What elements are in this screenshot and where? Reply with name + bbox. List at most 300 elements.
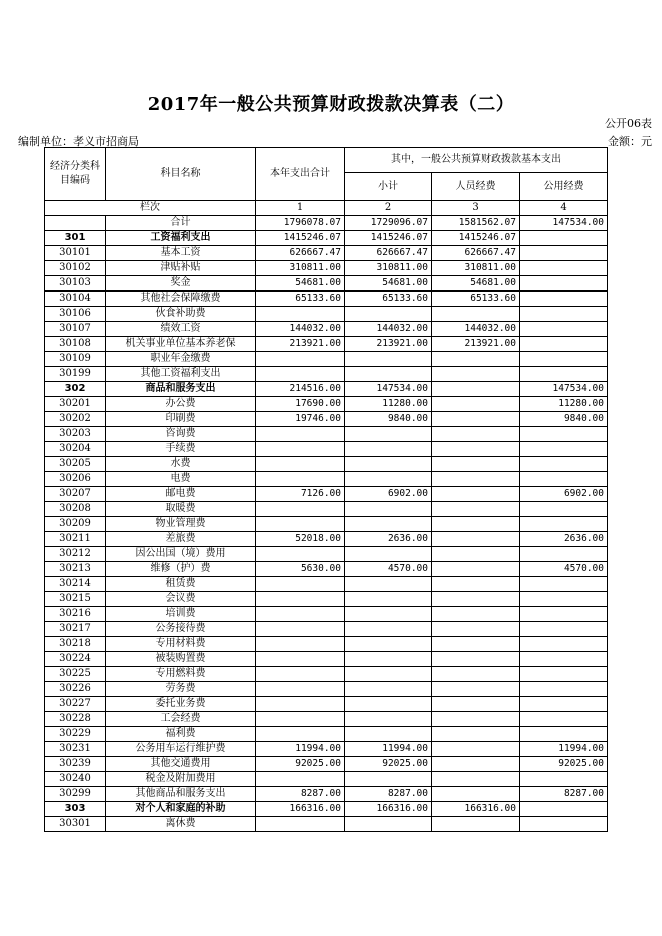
row-total [256, 592, 345, 607]
row-public [520, 276, 608, 292]
row-public [520, 547, 608, 562]
row-personnel [432, 502, 520, 517]
table-row [45, 577, 608, 592]
row-name: 工资福利支出 [106, 231, 256, 246]
row-personnel [432, 427, 520, 442]
row-code: 30209 [45, 517, 106, 532]
row-code: 30231 [45, 742, 106, 757]
row-total: 11994.00 [256, 742, 345, 757]
row-personnel: 310811.00 [432, 261, 520, 276]
row-total: 65133.60 [256, 291, 345, 307]
row-name: 水费 [106, 457, 256, 472]
row-code: 30201 [45, 397, 106, 412]
header-code: 经济分类科目编码 [45, 148, 106, 201]
table-row [45, 367, 608, 382]
header-subtotal: 小计 [345, 173, 432, 201]
row-name: 其他社会保障缴费 [106, 291, 256, 307]
row-personnel: 65133.60 [432, 291, 520, 307]
row-personnel [432, 757, 520, 772]
row-public [520, 261, 608, 276]
row-name: 租赁费 [106, 577, 256, 592]
row-name: 工会经费 [106, 712, 256, 727]
compiling-unit: 编制单位：孝义市招商局 [18, 135, 139, 148]
row-subtotal [345, 727, 432, 742]
row-personnel [432, 517, 520, 532]
header-total: 本年支出合计 [256, 148, 345, 201]
row-code: 30101 [45, 246, 106, 261]
row-subtotal [345, 442, 432, 457]
row-personnel [432, 562, 520, 577]
row-total: 144032.00 [256, 322, 345, 337]
row-subtotal [345, 682, 432, 697]
row-name: 伙食补助费 [106, 307, 256, 322]
row-name: 咨询费 [106, 427, 256, 442]
row-name: 差旅费 [106, 532, 256, 547]
row-name: 离休费 [106, 817, 256, 832]
row-code: 30103 [45, 276, 106, 292]
row-public [520, 291, 608, 307]
row-personnel: 1415246.07 [432, 231, 520, 246]
table-row [45, 532, 608, 547]
total-row [45, 216, 608, 231]
row-name: 劳务费 [106, 682, 256, 697]
row-name: 基本工资 [106, 246, 256, 261]
row-subtotal: 1729096.07 [345, 216, 432, 231]
row-name: 邮电费 [106, 487, 256, 502]
row-total: 52018.00 [256, 532, 345, 547]
row-name: 其他商品和服务支出 [106, 787, 256, 802]
row-public: 8287.00 [520, 787, 608, 802]
row-public [520, 472, 608, 487]
row-code: 30227 [45, 697, 106, 712]
row-name: 公务用车运行维护费 [106, 742, 256, 757]
row-total [256, 307, 345, 322]
row-subtotal [345, 367, 432, 382]
row-code: 30228 [45, 712, 106, 727]
row-code: 30224 [45, 652, 106, 667]
row-personnel [432, 727, 520, 742]
row-name: 税金及附加费用 [106, 772, 256, 787]
row-code: 30301 [45, 817, 106, 832]
table-row [45, 276, 608, 292]
row-subtotal: 144032.00 [345, 322, 432, 337]
row-name: 商品和服务支出 [106, 382, 256, 397]
row-name: 会议费 [106, 592, 256, 607]
row-subtotal: 9840.00 [345, 412, 432, 427]
row-subtotal [345, 712, 432, 727]
row-total [256, 637, 345, 652]
row-public [520, 457, 608, 472]
row-public [520, 607, 608, 622]
row-code: 30217 [45, 622, 106, 637]
row-total: 213921.00 [256, 337, 345, 352]
row-total: 19746.00 [256, 412, 345, 427]
table-row [45, 712, 608, 727]
row-personnel [432, 697, 520, 712]
row-subtotal: 4570.00 [345, 562, 432, 577]
row-total: 1415246.07 [256, 231, 345, 246]
row-subtotal: 8287.00 [345, 787, 432, 802]
row-personnel: 213921.00 [432, 337, 520, 352]
row-public [520, 517, 608, 532]
row-name: 其他工资福利支出 [106, 367, 256, 382]
row-personnel [432, 712, 520, 727]
row-code: 30106 [45, 307, 106, 322]
row-personnel [432, 607, 520, 622]
row-personnel: 54681.00 [432, 276, 520, 292]
row-public [520, 667, 608, 682]
row-total [256, 622, 345, 637]
form-number: 公开06表 [605, 117, 652, 130]
row-personnel [432, 367, 520, 382]
row-name: 津贴补贴 [106, 261, 256, 276]
row-subtotal: 92025.00 [345, 757, 432, 772]
row-public [520, 337, 608, 352]
row-name: 职业年金缴费 [106, 352, 256, 367]
row-code: 30215 [45, 592, 106, 607]
amount-unit: 金额：元 [608, 135, 652, 148]
table-row [45, 727, 608, 742]
table-row [45, 742, 608, 757]
row-name: 电费 [106, 472, 256, 487]
row-name: 福利费 [106, 727, 256, 742]
table-row [45, 322, 608, 337]
row-personnel [432, 772, 520, 787]
row-code: 30226 [45, 682, 106, 697]
table-row [45, 502, 608, 517]
row-total: 166316.00 [256, 802, 345, 817]
header-row-1 [45, 148, 608, 173]
row-code: 30203 [45, 427, 106, 442]
row-public: 6902.00 [520, 487, 608, 502]
row-public [520, 322, 608, 337]
row-name: 合计 [106, 216, 256, 231]
row-public [520, 427, 608, 442]
table-row [45, 246, 608, 261]
row-subtotal: 65133.60 [345, 291, 432, 307]
row-personnel [432, 307, 520, 322]
row-total [256, 457, 345, 472]
row-total [256, 442, 345, 457]
row-public [520, 727, 608, 742]
lanci-col-2: 2 [345, 201, 432, 216]
row-public: 147534.00 [520, 382, 608, 397]
row-code: 30207 [45, 487, 106, 502]
row-code: 30213 [45, 562, 106, 577]
row-personnel [432, 547, 520, 562]
table-row [45, 817, 608, 832]
row-subtotal: 213921.00 [345, 337, 432, 352]
row-subtotal: 54681.00 [345, 276, 432, 292]
row-public: 4570.00 [520, 562, 608, 577]
row-personnel [432, 382, 520, 397]
table-row [45, 652, 608, 667]
row-public [520, 712, 608, 727]
row-name: 对个人和家庭的补助 [106, 802, 256, 817]
row-personnel [432, 397, 520, 412]
row-subtotal [345, 622, 432, 637]
table-row [45, 562, 608, 577]
table-row [45, 622, 608, 637]
row-total [256, 772, 345, 787]
row-subtotal [345, 637, 432, 652]
row-name: 办公费 [106, 397, 256, 412]
row-total: 626667.47 [256, 246, 345, 261]
row-personnel [432, 577, 520, 592]
row-personnel [432, 442, 520, 457]
row-subtotal: 2636.00 [345, 532, 432, 547]
row-subtotal: 310811.00 [345, 261, 432, 276]
row-public: 92025.00 [520, 757, 608, 772]
row-subtotal [345, 307, 432, 322]
row-total: 1796078.07 [256, 216, 345, 231]
row-total [256, 712, 345, 727]
row-personnel [432, 487, 520, 502]
lanci-col-3: 3 [432, 201, 520, 216]
row-code: 30240 [45, 772, 106, 787]
row-code: 30229 [45, 727, 106, 742]
row-public: 11994.00 [520, 742, 608, 757]
row-total [256, 697, 345, 712]
row-subtotal: 1415246.07 [345, 231, 432, 246]
row-subtotal [345, 457, 432, 472]
table-row [45, 547, 608, 562]
row-name: 维修（护）费 [106, 562, 256, 577]
row-total: 214516.00 [256, 382, 345, 397]
row-subtotal [345, 772, 432, 787]
row-public [520, 502, 608, 517]
row-name: 印刷费 [106, 412, 256, 427]
row-name: 手续费 [106, 442, 256, 457]
table-row [45, 382, 608, 397]
row-code: 30239 [45, 757, 106, 772]
row-subtotal [345, 517, 432, 532]
row-personnel [432, 742, 520, 757]
row-personnel [432, 682, 520, 697]
table-row [45, 637, 608, 652]
row-code: 30102 [45, 261, 106, 276]
row-subtotal: 6902.00 [345, 487, 432, 502]
table-row [45, 607, 608, 622]
row-code: 30108 [45, 337, 106, 352]
row-personnel [432, 352, 520, 367]
row-public [520, 697, 608, 712]
row-code: 30107 [45, 322, 106, 337]
row-subtotal [345, 577, 432, 592]
row-total [256, 502, 345, 517]
row-personnel [432, 817, 520, 832]
row-subtotal [345, 607, 432, 622]
row-total: 8287.00 [256, 787, 345, 802]
row-subtotal [345, 352, 432, 367]
row-code: 30199 [45, 367, 106, 382]
row-name: 机关事业单位基本养老保 [106, 337, 256, 352]
table-row [45, 442, 608, 457]
table-row [45, 757, 608, 772]
row-public [520, 652, 608, 667]
row-public: 9840.00 [520, 412, 608, 427]
row-personnel [432, 532, 520, 547]
row-subtotal [345, 817, 432, 832]
row-code: 30208 [45, 502, 106, 517]
row-public [520, 577, 608, 592]
table-row [45, 337, 608, 352]
row-total [256, 817, 345, 832]
row-subtotal: 11994.00 [345, 742, 432, 757]
row-total [256, 727, 345, 742]
row-public [520, 352, 608, 367]
table-row [45, 352, 608, 367]
row-total [256, 367, 345, 382]
lanci-col-1: 1 [256, 201, 345, 216]
row-name: 公务接待费 [106, 622, 256, 637]
row-name: 培训费 [106, 607, 256, 622]
row-public [520, 231, 608, 246]
row-public [520, 682, 608, 697]
row-total [256, 472, 345, 487]
row-personnel [432, 787, 520, 802]
row-public [520, 307, 608, 322]
table-row [45, 787, 608, 802]
row-public [520, 622, 608, 637]
lanci-row [45, 201, 608, 216]
row-subtotal [345, 697, 432, 712]
row-personnel [432, 667, 520, 682]
row-total [256, 682, 345, 697]
table-row [45, 457, 608, 472]
row-code: 30204 [45, 442, 106, 457]
row-code: 30218 [45, 637, 106, 652]
row-personnel [432, 652, 520, 667]
row-code: 302 [45, 382, 106, 397]
table-row [45, 667, 608, 682]
row-name: 奖金 [106, 276, 256, 292]
row-public [520, 442, 608, 457]
row-subtotal [345, 427, 432, 442]
row-total [256, 667, 345, 682]
row-personnel [432, 622, 520, 637]
table-row [45, 291, 608, 307]
row-code: 30206 [45, 472, 106, 487]
row-code: 30216 [45, 607, 106, 622]
table-row [45, 682, 608, 697]
table-row [45, 697, 608, 712]
row-subtotal [345, 652, 432, 667]
table-row [45, 307, 608, 322]
row-code: 30202 [45, 412, 106, 427]
header-group: 其中，一般公共预算财政拨款基本支出 [345, 148, 608, 173]
row-subtotal [345, 547, 432, 562]
row-personnel: 144032.00 [432, 322, 520, 337]
row-public: 11280.00 [520, 397, 608, 412]
row-public [520, 246, 608, 261]
table-row [45, 261, 608, 276]
table-row [45, 592, 608, 607]
row-code: 30299 [45, 787, 106, 802]
row-subtotal: 11280.00 [345, 397, 432, 412]
row-subtotal [345, 592, 432, 607]
row-subtotal: 626667.47 [345, 246, 432, 261]
row-name: 专用燃料费 [106, 667, 256, 682]
row-public [520, 592, 608, 607]
row-name: 因公出国（境）费用 [106, 547, 256, 562]
row-total [256, 517, 345, 532]
table-row [45, 802, 608, 817]
header-public: 公用经费 [520, 173, 608, 201]
lanci-col-4: 4 [520, 201, 608, 216]
row-public: 2636.00 [520, 532, 608, 547]
row-subtotal [345, 502, 432, 517]
row-total [256, 577, 345, 592]
row-total: 92025.00 [256, 757, 345, 772]
row-total: 310811.00 [256, 261, 345, 276]
row-subtotal: 166316.00 [345, 802, 432, 817]
row-subtotal [345, 472, 432, 487]
row-personnel: 166316.00 [432, 802, 520, 817]
table-row [45, 772, 608, 787]
row-code: 30211 [45, 532, 106, 547]
row-name: 专用材料费 [106, 637, 256, 652]
row-code: 30109 [45, 352, 106, 367]
row-total [256, 427, 345, 442]
row-code: 303 [45, 802, 106, 817]
table-row [45, 231, 608, 246]
table-row [45, 472, 608, 487]
row-code: 30205 [45, 457, 106, 472]
table-row [45, 517, 608, 532]
row-personnel: 1581562.07 [432, 216, 520, 231]
row-personnel: 626667.47 [432, 246, 520, 261]
row-name: 取暖费 [106, 502, 256, 517]
row-personnel [432, 472, 520, 487]
table-row [45, 487, 608, 502]
row-name: 绩效工资 [106, 322, 256, 337]
row-code: 30214 [45, 577, 106, 592]
row-code: 301 [45, 231, 106, 246]
row-total [256, 547, 345, 562]
row-total [256, 652, 345, 667]
row-personnel [432, 592, 520, 607]
row-subtotal [345, 667, 432, 682]
header-personnel: 人员经费 [432, 173, 520, 201]
row-name: 其他交通费用 [106, 757, 256, 772]
row-code [45, 216, 106, 231]
row-public [520, 802, 608, 817]
row-total: 5630.00 [256, 562, 345, 577]
row-personnel [432, 412, 520, 427]
row-public [520, 772, 608, 787]
row-name: 被装购置费 [106, 652, 256, 667]
row-personnel [432, 637, 520, 652]
row-public [520, 817, 608, 832]
row-subtotal: 147534.00 [345, 382, 432, 397]
row-name: 委托业务费 [106, 697, 256, 712]
table-row [45, 397, 608, 412]
row-code: 30225 [45, 667, 106, 682]
report-title: 2017年一般公共预算财政拨款决算表（二） [147, 94, 515, 115]
table-row [45, 427, 608, 442]
header-name: 科目名称 [106, 148, 256, 201]
row-total: 54681.00 [256, 276, 345, 292]
row-personnel [432, 457, 520, 472]
row-total: 7126.00 [256, 487, 345, 502]
row-public [520, 637, 608, 652]
row-public [520, 367, 608, 382]
row-total [256, 607, 345, 622]
row-code: 30212 [45, 547, 106, 562]
row-public: 147534.00 [520, 216, 608, 231]
table-row [45, 412, 608, 427]
